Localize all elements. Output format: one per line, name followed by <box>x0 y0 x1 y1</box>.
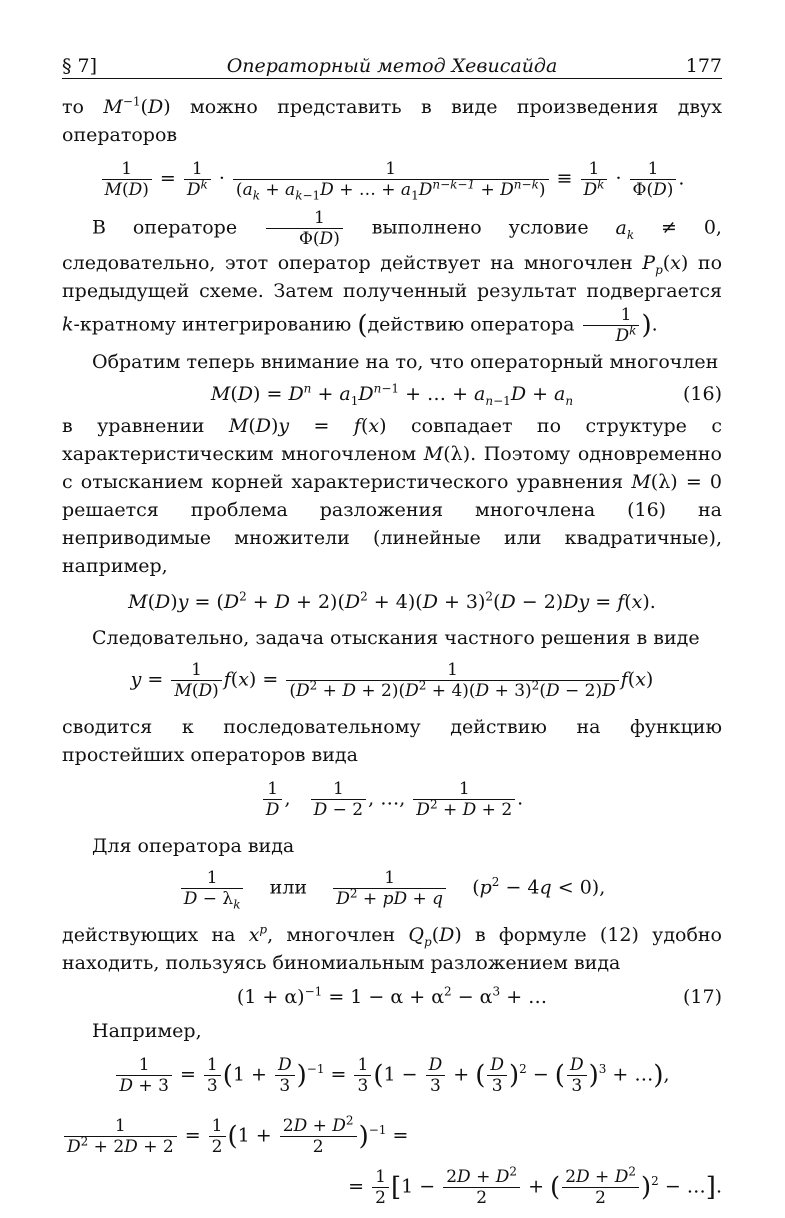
equation-factored-example: $M(D)y = (D^2 + D + 2)(D^2 + 4)(D + 3)^2(D - 2)Dy = f(x)$. <box>128 589 656 613</box>
equation-factorization: $\frac{1}{M(D)}$ = $\frac{1}{D^k}$ · $\frac{1}{(a_k + a_{k-1}D + \dots + a_1D^{n-k-1} + D^{n-k})}$ ≡ $\frac{1}{D^k}$ · $\frac{1}{\Phi(D)}$ . <box>62 159 722 200</box>
equation-example-2-line-2: = $\frac{1}{2}$ [1 − $\frac{2D + D^2}{2}$ + ( $\frac{2D + D^2}{2}$ )$^2$ − …]. <box>348 1164 722 1208</box>
paragraph-5: Следовательно, задача отыскания частного решения в виде <box>92 627 700 649</box>
equation-17: $(1 + \alpha)^{-1} = 1 - \alpha + \alpha^2 - \alpha^3$ + … (17) <box>62 983 722 1011</box>
paragraph-2: В операторе $\frac{1}{\Phi(D)}$ выполнено условие $a_k \ne 0$, следовательно, этот оператор действует на многочлен $P_p(x)$ по предыдущей схеме. Затем полученный результат подвергается k-кратному интегрированию (действию оператора $\frac{1}{D^k}$ ). <box>62 208 723 346</box>
paragraph-1: то $M^{-1}(D)$ можно представить в виде произведения двух операторов <box>62 94 723 146</box>
paragraph-8: действующих на $x^p$, многочлен $Q_p(D)$ в формуле (12) удобно находить, пользуясь биномиальным разложением вида <box>62 922 723 974</box>
equation-16: $M(D) = D^n + a_1D^{n-1}$ + … + $a_{n-1}D + a_n$ (16) <box>210 381 722 408</box>
equation-operator-forms: $\frac{1}{D - \lambda_k}$ или $\frac{1}{D^2 + pD + q}$ $(p^2 - 4q < 0)$, <box>62 868 722 909</box>
paragraph-3: Обратим теперь внимание на то, что операторный многочлен <box>92 351 719 373</box>
page-number: 177 <box>685 55 722 77</box>
equation-number-17: (17) <box>682 986 722 1008</box>
equation-example-1: $\frac{1}{D + 3}$ = $\frac{1}{3}$ (1 + $\frac{D}{3}$ )$^{-1}$ = $\frac{1}{3}$ (1 − $\frac{D}{3}$ + ( $\frac{D}{3}$ )$^2$ − ( $\frac{D}{3}$ )$^3$ + …), <box>62 1055 722 1096</box>
equation-example-2-line-1: $\frac{1}{D^2 + 2D + 2}$ = $\frac{1}{2}$ (1 + $\frac{2D + D^2}{2}$ )$^{-1}$ = <box>62 1116 722 1157</box>
paragraph-7: Для оператора вида <box>92 835 295 857</box>
equation-particular-solution: y = $\frac{1}{M(D)}$ f(x) = $\frac{1}{(D^2 + D + 2)(D^2 + 4)(D + 3)^2(D - 2)D}$ f(x) <box>130 660 654 701</box>
paragraph-6: сводится к последовательному действию на функцию простейших операторов вида <box>62 716 722 766</box>
section-number: § 7] <box>62 55 98 77</box>
paragraph-4: в уравнении M(D)y = f(x) совпадает по структуре с характеристическим многочленом M(λ). Поэтому одновременно с отысканием корней характеристического уравнения M(λ) = 0 решается проблема разложения многочлена (16) на неприводимые множители (линейные или квадратичные), например, <box>62 415 722 577</box>
running-header <box>62 50 722 79</box>
paragraph-9: Например, <box>92 1020 202 1042</box>
page <box>62 50 722 1218</box>
equation-number-16: (16) <box>682 383 722 405</box>
equation-simple-operators: $\frac{1}{D}$ , $\frac{1}{D - 2}$ , …, $\frac{1}{D^2 + D + 2}$ . <box>62 779 722 820</box>
running-title: Операторный метод Хевисайда <box>226 55 558 77</box>
